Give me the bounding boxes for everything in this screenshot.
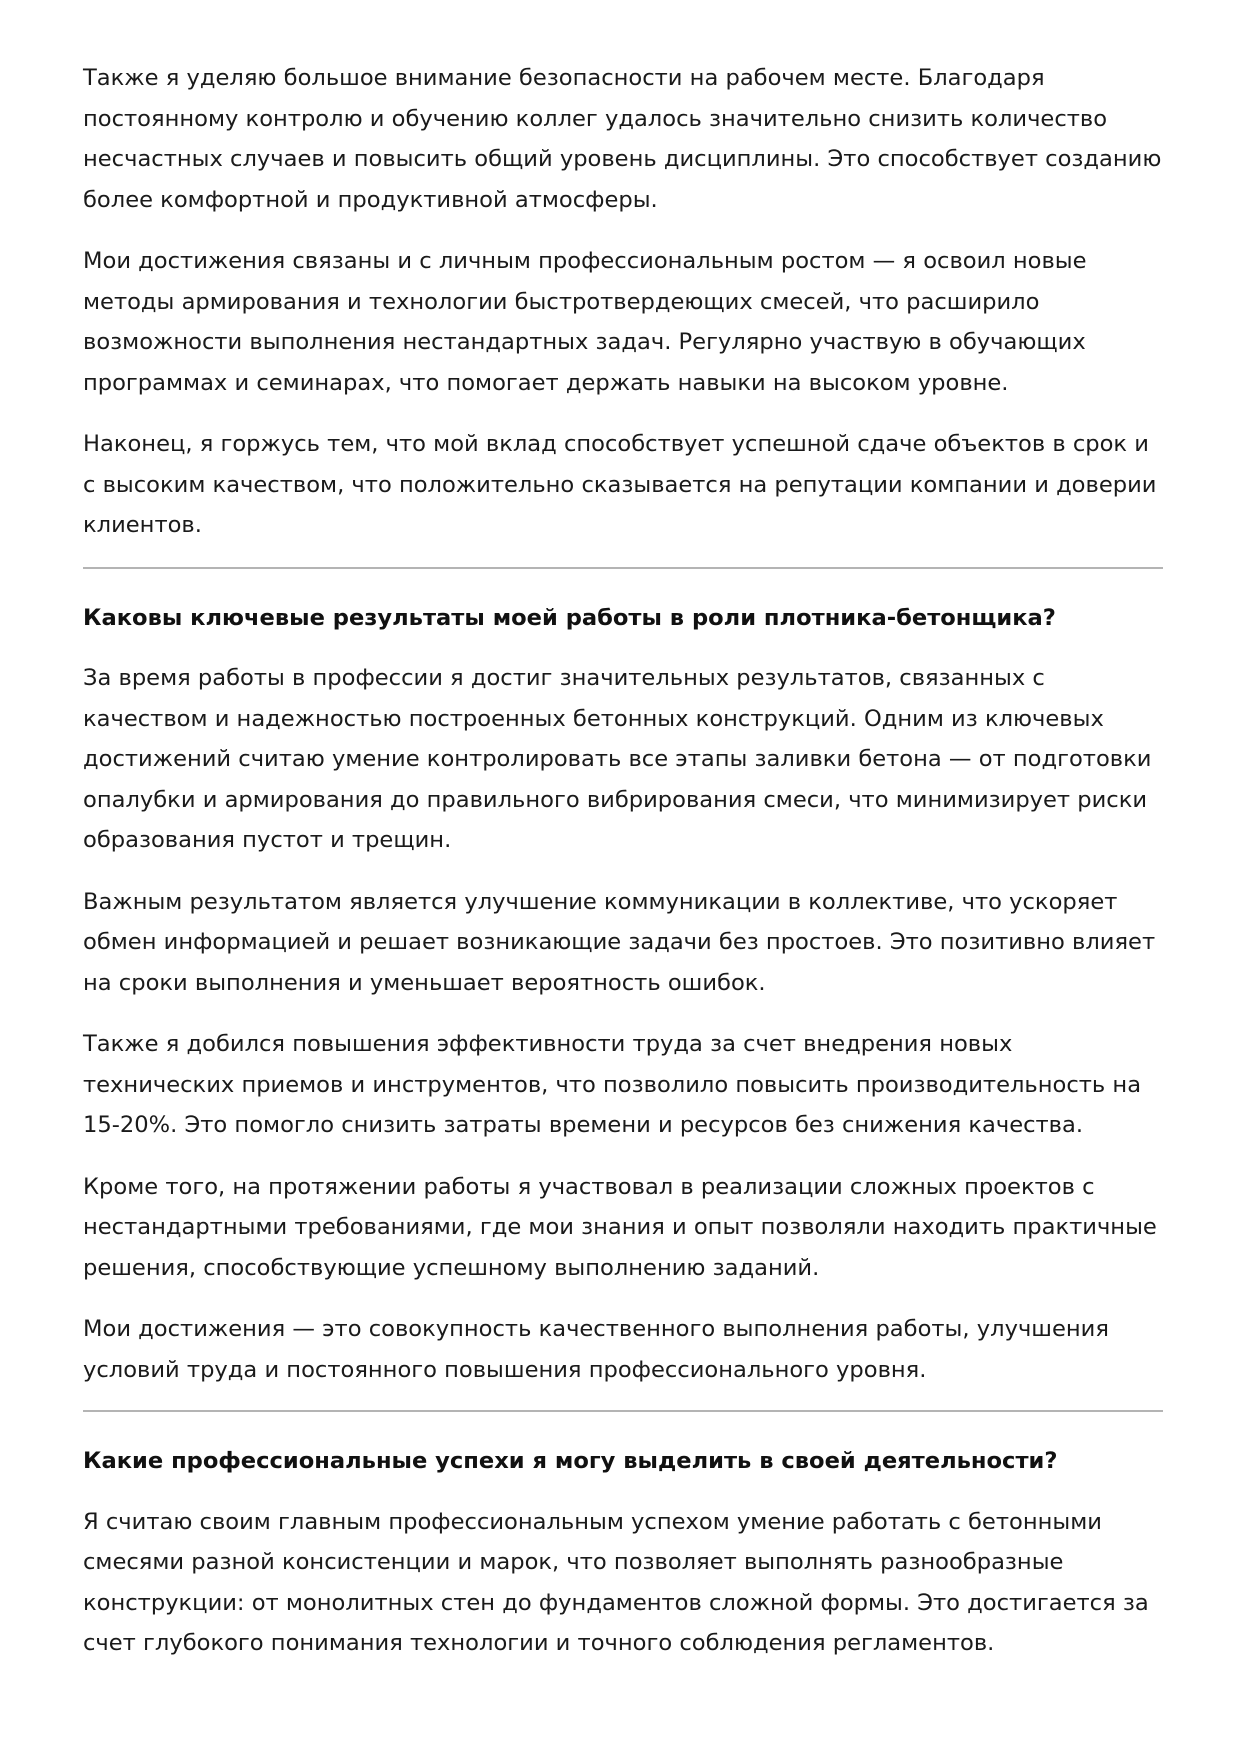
section-divider <box>83 567 1163 569</box>
successes-paragraph-1: Я считаю своим главным профессиональным успехом умение работать с бетонными смесями разной консистенции и марок, что позволяет выполнять разнообразные конструкции: от монолитных стен до фундаментов сложной формы. Это достигается за счет глубокого понимания технологии и точного соблюдения регламентов. <box>83 1508 1149 1656</box>
results-paragraph-3: Также я добился повышения эффективности труда за счет внедрения новых технических приемов и инструментов, что позволило повысить производительность на 15-20%. Это помогло снизить затраты времени и ресурсов без снижения качества. <box>83 1031 1142 1138</box>
intro-paragraph-3: Наконец, я горжусь тем, что мой вклад способствует успешной сдаче объектов в срок и с высоким качеством, что положительно сказывается на репутации компании и доверии клиентов. <box>83 431 1157 538</box>
section-divider <box>83 1410 1163 1412</box>
results-paragraph-1: За время работы в профессии я достиг значительных результатов, связанных с качеством и надежностью построенных бетонных конструкций. Одним из ключевых достижений считаю умение контролировать все этапы заливки бетона — от подготовки опалубки и армирования до правильного вибрирования смеси, что минимизирует риски образования пустот и трещин. <box>83 665 1152 853</box>
results-paragraph-4: Кроме того, на протяжении работы я участвовал в реализации сложных проектов с нестандартными требованиями, где мои знания и опыт позволяли находить практичные решения, способствующие успешному выполнению заданий. <box>83 1173 1157 1281</box>
intro-paragraph-1: Также я уделяю большое внимание безопасности на рабочем месте. Благодаря постоянному контролю и обучению коллег удалось значительно снизить количество несчастных случаев и повысить общий уровень дисциплины. Это способствует созданию более комфортной и продуктивной атмосферы. <box>83 65 1162 213</box>
section-successes-heading: Какие профессиональные успехи я могу выделить в своей деятельности? <box>83 1448 1058 1474</box>
results-paragraph-5: Мои достижения — это совокупность качественного выполнения работы, улучшения условий труда и постоянного повышения профессионального уровня. <box>83 1316 1109 1383</box>
results-paragraph-2: Важным результатом является улучшение коммуникации в коллективе, что ускоряет обмен информацией и решает возникающие задачи без простоев. Это позитивно влияет на сроки выполнения и уменьшает вероятность ошибок. <box>83 888 1156 996</box>
section-results-heading: Каковы ключевые результаты моей работы в роли плотника-бетонщика? <box>83 604 1056 631</box>
document-page <box>83 58 1163 1685</box>
intro-paragraph-2: Мои достижения связаны и с личным профессиональным ростом — я освоил новые методы армирования и технологии быстротвердеющих смесей, что расширило возможности выполнения нестандартных задач. Регулярно участвую в обучающих программах и семинарах, что помогает держать навыки на высоком уровне. <box>83 248 1087 396</box>
